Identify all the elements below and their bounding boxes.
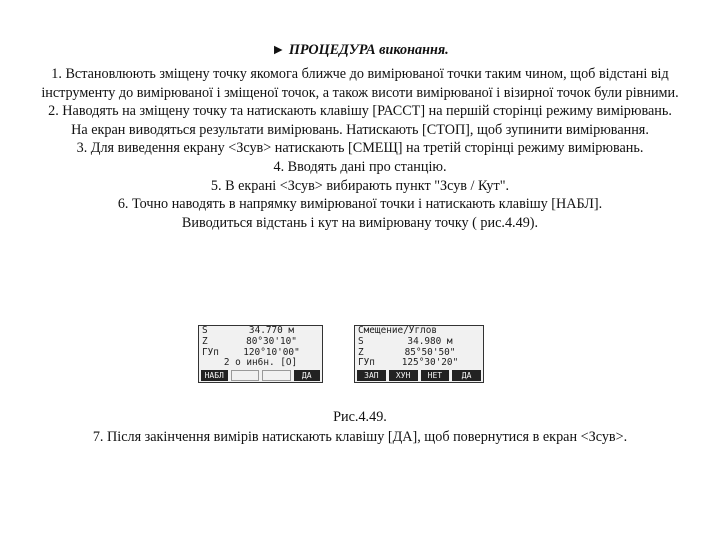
- softkey-net[interactable]: НЕТ: [421, 370, 450, 381]
- screen2-label-z: Z: [358, 346, 364, 358]
- screen2-row-horizontal-angle: [355, 358, 483, 369]
- screen2-value-s: 34.980 м: [407, 335, 453, 347]
- screen2-label-s: S: [358, 335, 364, 347]
- screen1-label-s: S: [202, 325, 208, 336]
- instrument-screen-offset-result: [198, 325, 323, 383]
- softkey-khun[interactable]: ХУН: [389, 370, 418, 381]
- procedure-steps: 1. Встановлюють зміщену точку якомога ближче до вимірюваної точки таким чином, щоб відстані від інструменту до вимірюваної і зміщеної точок, а також висоти вимірюваної і візирної точок були рівними. 2. Наводять на зміщену точку та натискають клавішу [РАССТ] на першій сторінці режиму вимірювань. На екран виводяться результати вимірювань. Натискають [СТОП], щоб зупинити вимірювання. 3. Для виведення екрану <Зсув> натискають [СМЕЩ] на третій сторінці режиму вимірювань. 4. Вводять дані про станцію. 5. В екрані <Зсув> вибирають пункт "Зсув / Кут". 6. Точно наводять в напрямку вимірюваної точки і натискають клавішу [НАБЛ]. Виводиться відстань і кут на вимірювану точку ( рис.4.49).: [41, 66, 679, 231]
- figure-caption: Рис.4.49.: [333, 409, 387, 425]
- screen1-value-z: 80°30'10": [246, 335, 297, 347]
- screen1-label-z: Z: [202, 335, 208, 347]
- screen1-row-zenith: [199, 337, 322, 348]
- screen2-title: Смещение/Углов: [358, 325, 438, 336]
- softkey-da-2[interactable]: ДА: [452, 370, 481, 381]
- screen1-note: 2 о ин6н. [О]: [223, 357, 298, 369]
- procedure-final-step: 7. Після закінчення вимірів натискають клавішу [ДА], щоб повернутися в екран <Зсув>.: [92, 429, 628, 445]
- softkey-nabl[interactable]: НАБЛ: [201, 370, 228, 381]
- screen2-value-z: 85°50'50": [404, 346, 456, 358]
- instrument-screen-offset-angle: [354, 325, 484, 383]
- softkey-empty-1: [231, 370, 260, 381]
- screen1-softkeys: [201, 370, 320, 381]
- procedure-heading: ► ПРОЦЕДУРА виконання.: [271, 42, 449, 58]
- screen2-row-distance: [355, 337, 483, 348]
- screen1-label-gup: ГУп: [202, 346, 219, 358]
- screen1-value-s: 34.770 м: [248, 325, 295, 336]
- screen1-value-gup: 120°10'00": [243, 346, 300, 358]
- screen2-label-gup: ГУп: [358, 357, 375, 369]
- softkey-zap[interactable]: ЗАП: [357, 370, 386, 381]
- softkey-da[interactable]: ДА: [294, 370, 321, 381]
- procedure-steps-text: [40, 65, 680, 232]
- softkey-empty-2: [262, 370, 291, 381]
- screen2-softkeys: [357, 370, 481, 381]
- screen2-value-gup: 125°30'20": [401, 357, 459, 369]
